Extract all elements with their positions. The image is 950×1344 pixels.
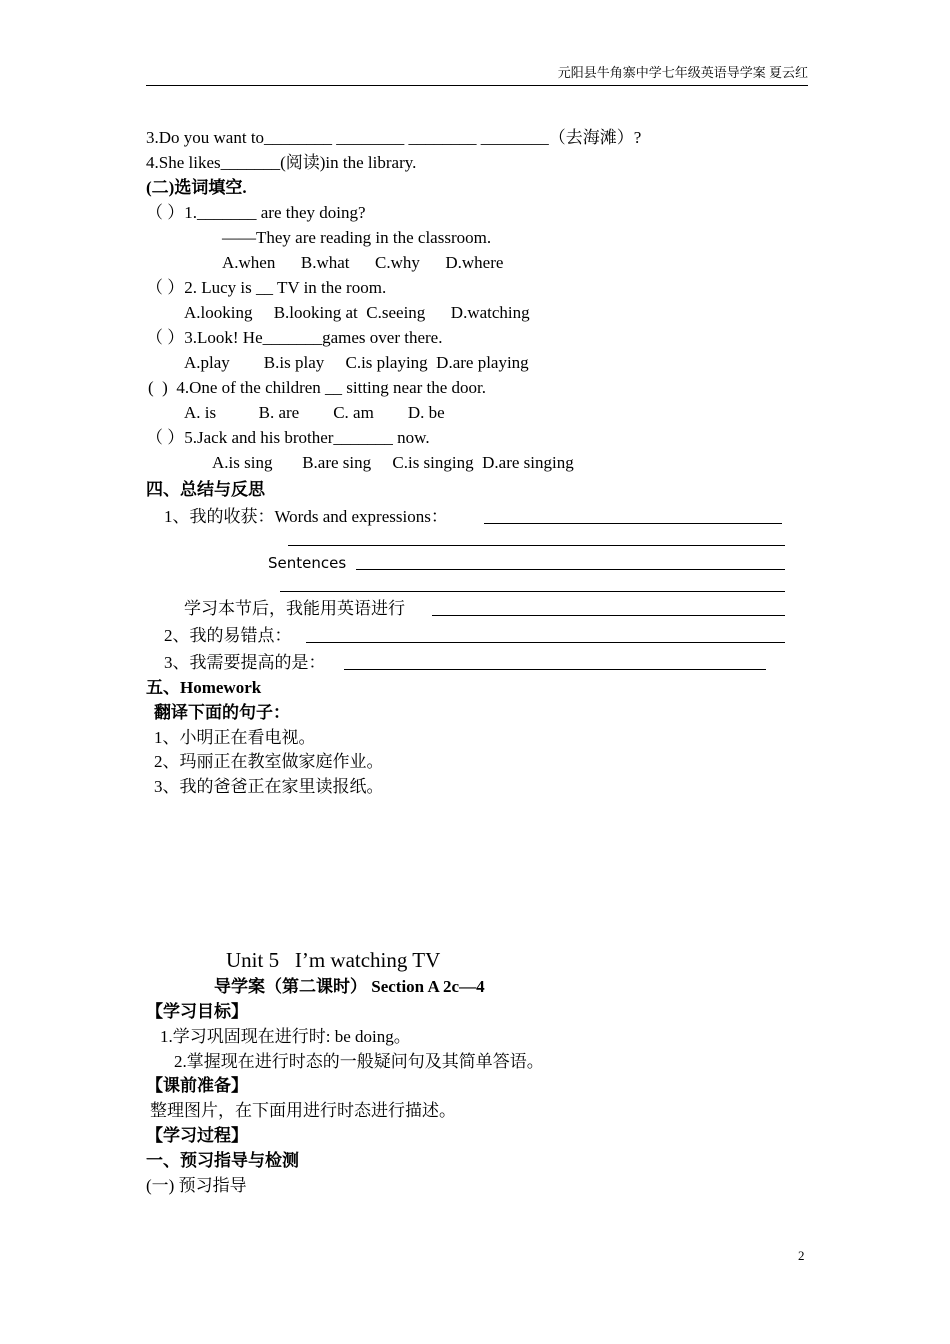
fill-line (356, 569, 785, 570)
page-header: 元阳县牛角寨中学七年级英语导学案 夏云红 (146, 62, 808, 86)
reflection-3: 3、我需要提高的是： (164, 653, 326, 672)
choice-2: （ ）2. Lucy is __ TV in the room. (146, 278, 387, 297)
choice-4: ( ) 4.One of the children __ sitting near the door. (148, 378, 487, 397)
homework-3: 3、我的爸爸正在家里读报纸。 (154, 777, 384, 796)
choice-1: （ ）1._______ are they doing? (146, 203, 366, 222)
question-4: 4.She likes_______(阅读)in the library. (146, 153, 417, 172)
choice-2-options: A.looking B.looking at C.seeing D.watching (184, 303, 530, 322)
page-number: 2 (798, 1248, 805, 1263)
choice-4-options: A. is B. are C. am D. be (184, 403, 445, 422)
reflection-1: 1、我的收获：Words and expressions： (164, 507, 448, 526)
fill-line (288, 545, 785, 546)
step-1-heading: 一、预习指导与检测 (146, 1151, 299, 1170)
fill-line (432, 615, 785, 616)
section-choose-heading: (二)选词填空. (146, 178, 247, 197)
section-4-heading: 四、总结与反思 (146, 480, 265, 499)
reflection-learned: 学习本节后，我能用英语进行 (184, 599, 405, 618)
choice-5: （ ）5.Jack and his brother_______ now. (146, 428, 430, 447)
lesson-title: 导学案（第二课时） Section A 2c—4 (214, 977, 485, 996)
translate-heading: 翻译下面的句子： (154, 703, 290, 722)
unit-title: Unit 5 I’m watching TV (226, 948, 441, 972)
fill-line (344, 669, 766, 670)
homework-1: 1、小明正在看电视。 (154, 728, 316, 747)
choice-3: （ ）3.Look! He_______games over there. (146, 328, 443, 347)
reflection-2: 2、我的易错点： (164, 626, 292, 645)
goals-heading: 【学习目标】 (146, 1002, 248, 1021)
reflection-sentences: Sentences (268, 554, 347, 572)
question-3: 3.Do you want to________ ________ ________ ________（去海滩）? (146, 128, 642, 147)
choice-5-options: A.is sing B.are sing C.is singing D.are singing (212, 453, 574, 472)
fill-line (306, 642, 785, 643)
section-5-heading: 五、Homework (146, 678, 262, 697)
step-1a-heading: (一) 预习指导 (146, 1176, 247, 1195)
goal-1: 1.学习巩固现在进行时: be doing。 (160, 1027, 411, 1046)
homework-2: 2、玛丽正在教室做家庭作业。 (154, 752, 384, 771)
process-heading: 【学习过程】 (146, 1126, 248, 1145)
choice-1-answer: ——They are reading in the classroom. (222, 228, 492, 247)
goal-2: 2.掌握现在进行时态的一般疑问句及其简单答语。 (174, 1052, 544, 1071)
choice-3-options: A.play B.is play C.is playing D.are playing (184, 353, 529, 372)
fill-line (484, 523, 782, 524)
fill-line (280, 591, 785, 592)
preparation-text: 整理图片，在下面用进行时态进行描述。 (150, 1101, 456, 1120)
choice-1-options: A.when B.what C.why D.where (222, 253, 504, 272)
preparation-heading: 【课前准备】 (146, 1076, 248, 1095)
